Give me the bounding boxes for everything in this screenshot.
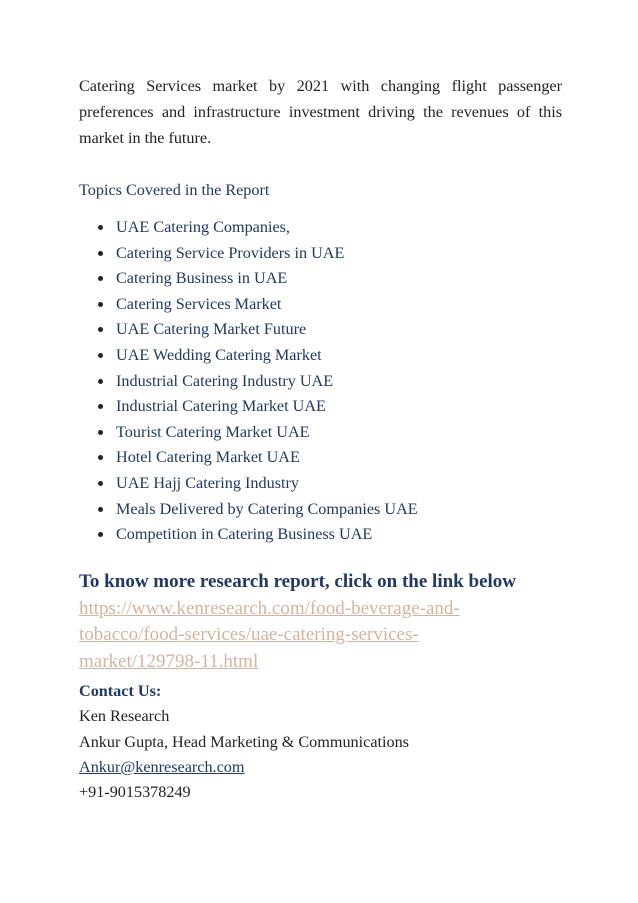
- document-page: [79, 73, 562, 805]
- bullet-icon: [98, 276, 103, 281]
- list-item: UAE Hajj Catering Industry: [79, 471, 562, 497]
- bullet-icon: [98, 327, 103, 332]
- email-link[interactable]: Ankur@kenresearch.com: [79, 757, 245, 776]
- list-item: UAE Wedding Catering Market: [79, 343, 562, 369]
- bullet-icon: [98, 430, 103, 435]
- list-item: Meals Delivered by Catering Companies UAE: [79, 497, 562, 523]
- list-item: Competition in Catering Business UAE: [79, 522, 562, 548]
- bullet-icon: [98, 225, 103, 230]
- list-item: Hotel Catering Market UAE: [79, 445, 562, 471]
- list-item: Catering Services Market: [79, 292, 562, 318]
- bullet-icon: [98, 481, 103, 486]
- report-link-line-3: market/129798-11.html: [79, 650, 259, 672]
- report-link[interactable]: [79, 596, 549, 676]
- list-item: Tourist Catering Market UAE: [79, 420, 562, 446]
- call-to-action-heading: To know more research report, click on the link below: [79, 570, 516, 592]
- bullet-icon: [98, 302, 103, 307]
- list-item: Industrial Catering Market UAE: [79, 394, 562, 420]
- bullet-icon: [98, 251, 103, 256]
- bullet-icon: [98, 353, 103, 358]
- report-link-line-2: tobacco/food-services/uae-catering-services-: [79, 624, 419, 646]
- list-item: Catering Business in UAE: [79, 266, 562, 292]
- contact-block: [79, 679, 562, 805]
- list-item: Catering Service Providers in UAE: [79, 241, 562, 267]
- bullet-icon: [98, 379, 103, 384]
- bullet-icon: [98, 532, 103, 537]
- list-item: UAE Catering Companies,: [79, 215, 562, 241]
- contact-label: Contact Us:: [79, 682, 162, 701]
- intro-paragraph: Catering Services market by 2021 with changing flight passenger preferences and infrastructure investment driving the revenues of this market in the future.: [79, 77, 562, 147]
- contact-person: Ankur Gupta, Head Marketing & Communications: [79, 732, 409, 751]
- bullet-icon: [98, 404, 103, 409]
- company-name: Ken Research: [79, 707, 170, 726]
- report-link-line-1: https://www.kenresearch.com/food-beverage-and-: [79, 597, 460, 619]
- topics-heading: Topics Covered in the Report: [79, 181, 270, 199]
- list-item: UAE Catering Market Future: [79, 317, 562, 343]
- list-item: Industrial Catering Industry UAE: [79, 369, 562, 395]
- bullet-icon: [98, 507, 103, 512]
- topics-list: [79, 215, 562, 548]
- bullet-icon: [98, 455, 103, 460]
- phone-number: +91-9015378249: [79, 783, 191, 802]
